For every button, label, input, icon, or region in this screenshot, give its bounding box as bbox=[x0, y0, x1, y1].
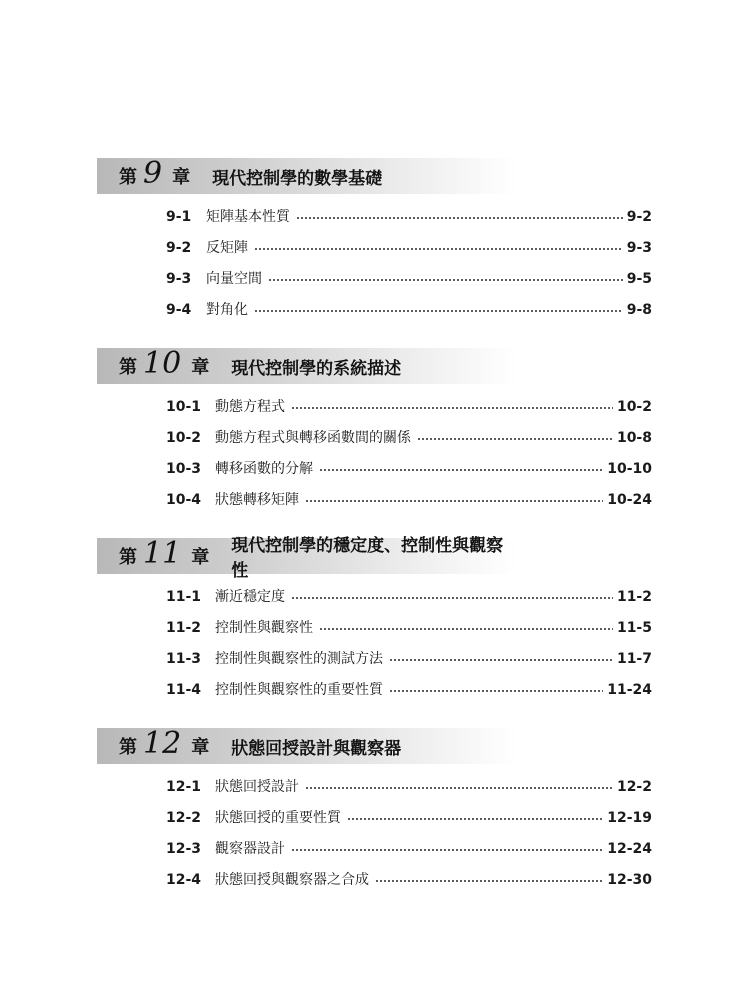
page-number: 12-24 bbox=[607, 841, 652, 857]
page-number: 11-24 bbox=[607, 682, 652, 698]
section-title: 狀態轉移矩陣 bbox=[215, 492, 299, 508]
dot-leader bbox=[375, 880, 603, 882]
toc-entry[interactable] bbox=[166, 264, 652, 295]
toc-entry[interactable] bbox=[166, 582, 652, 613]
dot-leader bbox=[319, 469, 603, 471]
chapter-number: 11 bbox=[143, 536, 182, 571]
section-number: 11-4 bbox=[166, 682, 202, 698]
chapter-prefix: 第 bbox=[119, 547, 137, 568]
page-number: 9-3 bbox=[626, 240, 652, 256]
section-number: 9-2 bbox=[166, 240, 192, 256]
chapter-prefix: 第 bbox=[119, 167, 137, 188]
section-number: 10-1 bbox=[166, 399, 202, 415]
section-title: 狀態回授的重要性質 bbox=[215, 810, 341, 826]
section-title: 控制性與觀察性的測試方法 bbox=[215, 651, 383, 667]
chapter-heading-bar bbox=[97, 728, 517, 764]
chapter-heading-bar bbox=[97, 158, 517, 194]
chapter-9 bbox=[0, 158, 750, 326]
section-title: 對角化 bbox=[206, 302, 248, 318]
section-title: 控制性與觀察性的重要性質 bbox=[215, 682, 383, 698]
toc-entry[interactable] bbox=[166, 233, 652, 264]
page-number: 11-2 bbox=[616, 589, 652, 605]
chapter-number: 9 bbox=[143, 156, 163, 191]
section-list bbox=[0, 202, 750, 326]
dot-leader bbox=[319, 628, 613, 630]
section-list bbox=[0, 582, 750, 706]
toc-entry[interactable] bbox=[166, 454, 652, 485]
section-title: 轉移函數的分解 bbox=[215, 461, 313, 477]
page-number: 11-7 bbox=[616, 651, 652, 667]
page-number: 10-2 bbox=[616, 399, 652, 415]
chapter-11 bbox=[0, 538, 750, 706]
section-list bbox=[0, 392, 750, 516]
section-title: 觀察器設計 bbox=[215, 841, 285, 857]
section-title: 狀態回授設計 bbox=[215, 779, 299, 795]
page-number: 9-5 bbox=[626, 271, 652, 287]
chapter-suffix: 章 bbox=[191, 737, 210, 758]
section-number: 12-2 bbox=[166, 810, 202, 826]
dot-leader bbox=[389, 690, 603, 692]
toc-entry[interactable] bbox=[166, 423, 652, 454]
dot-leader bbox=[291, 849, 603, 851]
chapter-title: 現代控制學的數學基礎 bbox=[212, 168, 383, 189]
section-number: 10-2 bbox=[166, 430, 202, 446]
section-list bbox=[0, 772, 750, 896]
chapter-suffix: 章 bbox=[172, 167, 191, 188]
page-number: 12-2 bbox=[616, 779, 652, 795]
page-number: 9-8 bbox=[626, 302, 652, 318]
toc-entry[interactable] bbox=[166, 392, 652, 423]
toc-entry[interactable] bbox=[166, 675, 652, 706]
page-number: 12-30 bbox=[607, 872, 652, 888]
toc-entry[interactable] bbox=[166, 485, 652, 516]
page-number: 10-8 bbox=[616, 430, 652, 446]
section-number: 12-1 bbox=[166, 779, 202, 795]
chapter-prefix: 第 bbox=[119, 737, 137, 758]
section-title: 動態方程式 bbox=[215, 399, 285, 415]
dot-leader bbox=[417, 438, 613, 440]
toc-entry[interactable] bbox=[166, 803, 652, 834]
section-number: 11-3 bbox=[166, 651, 202, 667]
chapter-suffix: 章 bbox=[191, 547, 210, 568]
chapter-suffix: 章 bbox=[191, 357, 210, 378]
section-number: 12-4 bbox=[166, 872, 202, 888]
chapter-heading-bar bbox=[97, 348, 517, 384]
toc-entry[interactable] bbox=[166, 772, 652, 803]
table-of-contents bbox=[0, 158, 750, 918]
toc-entry[interactable] bbox=[166, 644, 652, 675]
chapter-number: 10 bbox=[143, 346, 182, 381]
dot-leader bbox=[291, 597, 613, 599]
chapter-title: 狀態回授設計與觀察器 bbox=[231, 738, 402, 759]
section-number: 9-3 bbox=[166, 271, 192, 287]
section-number: 9-4 bbox=[166, 302, 192, 318]
section-number: 10-3 bbox=[166, 461, 202, 477]
toc-entry[interactable] bbox=[166, 295, 652, 326]
section-number: 11-2 bbox=[166, 620, 202, 636]
dot-leader bbox=[305, 500, 603, 502]
toc-entry[interactable] bbox=[166, 834, 652, 865]
chapter-title: 現代控制學的穩定度、控制性與觀察性 bbox=[231, 536, 504, 581]
dot-leader bbox=[254, 310, 623, 312]
toc-entry[interactable] bbox=[166, 202, 652, 233]
page-number: 10-10 bbox=[607, 461, 652, 477]
toc-entry[interactable] bbox=[166, 865, 652, 896]
dot-leader bbox=[254, 248, 623, 250]
dot-leader bbox=[389, 659, 613, 661]
chapter-prefix: 第 bbox=[119, 357, 137, 378]
page-number: 11-5 bbox=[616, 620, 652, 636]
section-title: 狀態回授與觀察器之合成 bbox=[215, 872, 369, 888]
chapter-title: 現代控制學的系統描述 bbox=[231, 358, 402, 379]
section-title: 矩陣基本性質 bbox=[206, 209, 290, 225]
dot-leader bbox=[305, 787, 613, 789]
toc-entry[interactable] bbox=[166, 613, 652, 644]
page-number: 10-24 bbox=[607, 492, 652, 508]
section-title: 漸近穩定度 bbox=[215, 589, 285, 605]
section-title: 反矩陣 bbox=[206, 240, 248, 256]
dot-leader bbox=[291, 407, 613, 409]
chapter-10 bbox=[0, 348, 750, 516]
dot-leader bbox=[296, 217, 623, 219]
page-number: 9-2 bbox=[626, 209, 652, 225]
dot-leader bbox=[347, 818, 603, 820]
section-number: 9-1 bbox=[166, 209, 192, 225]
chapter-number: 12 bbox=[143, 726, 182, 761]
section-number: 12-3 bbox=[166, 841, 202, 857]
section-title: 控制性與觀察性 bbox=[215, 620, 313, 636]
chapter-heading-bar bbox=[97, 536, 517, 581]
section-title: 向量空間 bbox=[206, 271, 262, 287]
chapter-12 bbox=[0, 728, 750, 896]
page-number: 12-19 bbox=[607, 810, 652, 826]
section-number: 11-1 bbox=[166, 589, 202, 605]
section-title: 動態方程式與轉移函數間的關係 bbox=[215, 430, 411, 446]
dot-leader bbox=[268, 279, 623, 281]
section-number: 10-4 bbox=[166, 492, 202, 508]
